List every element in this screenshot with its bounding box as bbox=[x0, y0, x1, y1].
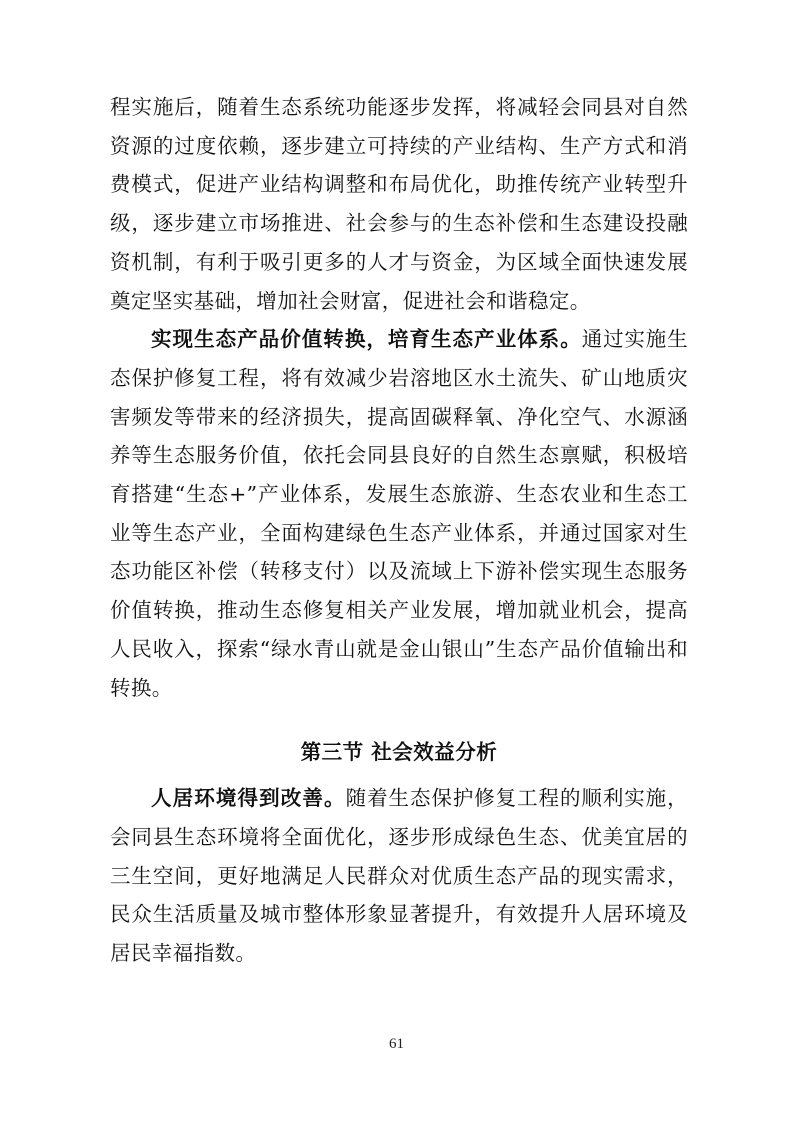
paragraph-lead: 人居环境得到改善。 bbox=[151, 786, 346, 811]
paragraph-living-environment bbox=[110, 779, 688, 973]
paragraph-eco-product-value bbox=[110, 320, 688, 707]
page-number: 61 bbox=[389, 1036, 404, 1052]
paragraph-continuation bbox=[110, 88, 688, 320]
paragraph-text: 随着生态保护修复工程的顺利实施，会同县生态环境将全面优化，逐步形成绿色生态、优美宜居的三生空间，更好地满足人民群众对优质生态产品的现实需求，民众生活质量及城市整体形象显著提升，有效提升人居环境及居民幸福指数。 bbox=[110, 786, 689, 966]
paragraph-text: 通过实施生态保护修复工程，将有效减少岩溶地区水土流失、矿山地质灾害频发等带来的经济损失，提高固碳释氧、净化空气、水源涵养等生态服务价值，依托会同县良好的自然生态禀赋，积极培育搭建“生态+”产业体系，发展生态旅游、生态农业和生态工业等生态产业，全面构建绿色生态产业体系，并通过国家对生态功能区补偿（转移支付）以及流域上下游补偿实现生态服务价值转换，推动生态修复相关产业发展，增加就业机会，提高人民收入，探索“绿水青山就是金山银山”生态产品价值输出和转换。 bbox=[110, 327, 688, 700]
document-page bbox=[110, 88, 688, 973]
paragraph-lead: 实现生态产品价值转换，培育生态产业体系。 bbox=[151, 327, 582, 352]
paragraph-text: 程实施后，随着生态系统功能逐步发挥，将减轻会同县对自然资源的过度依赖，逐步建立可持续的产业结构、生产方式和消费模式，促进产业结构调整和布局优化，助推传统产业转型升级，逐步建立市场推进、社会参与的生态补偿和生态建设投融资机制，有利于吸引更多的人才与资金，为区域全面快速发展奠定坚实基础，增加社会财富，促进社会和谐稳定。 bbox=[110, 95, 688, 313]
section-heading: 第三节 社会效益分析 bbox=[300, 740, 498, 765]
